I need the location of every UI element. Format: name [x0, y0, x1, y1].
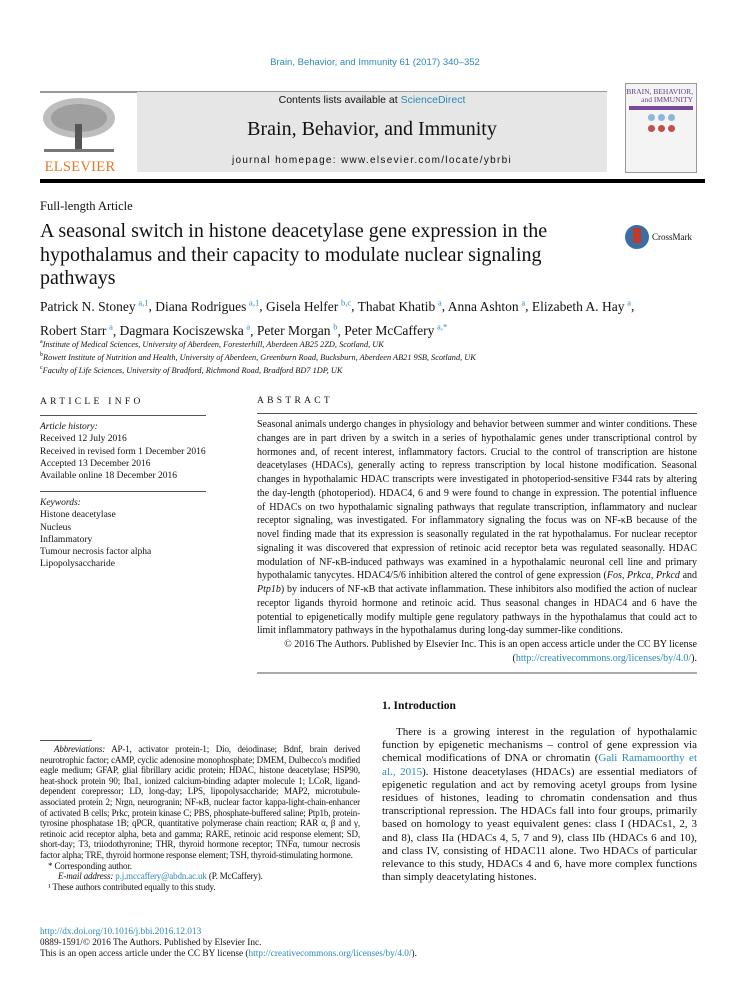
history-item: Available online 18 December 2016	[40, 471, 177, 482]
keyword: Lipopolysaccharide	[40, 559, 115, 570]
author[interactable]: Thabat Khatib $^a$	[357, 297, 442, 314]
email-line: E-mail address: p.j.mccaffery@abdn.ac.uk (P. McCaffery).	[58, 871, 263, 882]
doi-link[interactable]: http://dx.doi.org/10.1016/j.bbi.2016.12.013	[40, 927, 202, 937]
crossmark-icon	[625, 225, 649, 249]
abstract-heading: ABSTRACT	[257, 396, 334, 406]
divider	[257, 413, 697, 414]
author[interactable]: Patrick N. Stoney $^{a,1}$	[40, 297, 149, 314]
article-info	[40, 396, 206, 570]
keyword: Histone deacetylase	[40, 510, 116, 521]
article-type: Full-length Article	[40, 199, 133, 213]
author[interactable]: Peter Morgan $^b$	[256, 321, 338, 338]
elsevier-logo[interactable]	[40, 96, 120, 174]
author[interactable]: Dagmara Kociszewska $^a$	[119, 321, 251, 338]
sciencedirect-link[interactable]: ScienceDirect	[400, 94, 466, 106]
article-info-heading: ARTICLE INFO	[40, 397, 144, 407]
abstract-copyright: © 2016 The Authors. Published by Elsevier Inc. This is an open access article under the CC BY license (http://creativecommons.org/licenses/by/4.0/).	[284, 639, 697, 664]
reference-link[interactable]: Gali Ramamoorthy et al., 2015	[382, 752, 697, 778]
author[interactable]: Elizabeth A. Hay $^a$	[531, 297, 631, 314]
article-title: A seasonal switch in histone deacetylase gene expression in the hypothalamus and their capacity to modulate nuclear signaling pathways	[40, 220, 548, 289]
author[interactable]: Gisela Helfer $^{b,c}$	[265, 297, 352, 314]
crossmark-label: CrossMark	[652, 232, 692, 242]
cover-bar	[629, 106, 693, 110]
footer-license-link[interactable]: http://creativecommons.org/licenses/by/4.0/	[248, 949, 412, 960]
abstract	[257, 396, 697, 674]
keyword: Nucleus	[40, 522, 72, 533]
crossmark-badge[interactable]	[625, 225, 692, 249]
divider	[40, 415, 206, 416]
keyword: Inflammatory	[40, 534, 93, 545]
author[interactable]: Diana Rodrigues $^{a,1}$	[155, 297, 260, 314]
license-link[interactable]: http://creativecommons.org/licenses/by/4.0/	[515, 652, 692, 664]
corresponding-author: * Corresponding author.	[48, 860, 132, 871]
introduction-heading: 1. Introduction	[382, 700, 456, 712]
affiliations	[40, 337, 710, 376]
contents-line	[137, 94, 607, 106]
author[interactable]: Peter McCaffery $^{a,*}$	[344, 321, 448, 338]
affiliation: $^a$Institute of Medical Sciences, University of Aberdeen, Foresterhill, Aberdeen AB25 2ZD, Scotland, UK	[40, 339, 384, 349]
history-item: Received 12 July 2016	[40, 434, 127, 445]
author[interactable]: Robert Starr $^a$	[40, 321, 113, 338]
divider	[40, 491, 206, 492]
affiliation: $^b$Rowett Institute of Nutrition and Health, University of Aberdeen, Greenburn Road, Bucksburn, Aberdeen AB21 9SB, Scotland, UK	[40, 351, 476, 362]
license-line: This is an open access article under the CC BY license (http://creativecommons.org/licenses/by/4.0/).	[40, 949, 417, 960]
footnote-rule	[40, 740, 92, 741]
cover-figure	[626, 114, 696, 121]
email-link[interactable]: p.j.mccaffery@abdn.ac.uk	[115, 871, 207, 882]
equal-contribution: ¹ These authors contributed equally to this study.	[48, 881, 216, 892]
affiliation: $^c$Faculty of Life Sciences, University of Bradford, Richmond Road, Bradford BD7 1DP, UK	[40, 364, 343, 375]
introduction-text: There is a growing interest in the regulation of hypothalamic function by epigenetic mechanisms – control of gene expression via chemical modifications of DNA or chromatin (Gali Ramamoorthy et al., 2015). Histone deacetylases (HDACs) are essential mediators of epigenetic regulation and act by removing acetyl groups from lysine residues of histones, leading to chromatin condensation and thus transcriptional repression. The HDACs fall into four groups, primarily based on homology to yeast equivalent genes: class I (HDACs1, 2, 3 and 8), class IIa (HDACs 4, 5, 7 and 9), class IIb (HDACs 6 and 10), and class IV, consisting of HDAC11 alone. Two HDACs of particular relevance to this study, HDACs 4 and 6, have more complex functions than simply deacetylating histones.	[382, 726, 697, 884]
history-label: Article history:	[40, 422, 98, 433]
journal-citation[interactable]: Brain, Behavior, and Immunity 61 (2017) 340–352	[270, 57, 480, 68]
footnotes	[40, 740, 360, 892]
page-footer	[40, 927, 417, 961]
elsevier-tree-icon	[40, 96, 118, 154]
abbreviations: Abbreviations: AP-1, activator protein-1; Dio, deiodinase; Bdnf, brain derived neurotrophic factor; cAMP, cyclic adenosine monophosphate; DMEM, Dulbecco's modified eagle medium; GFAP, glial fibrillary acidic protein; HDAC, histone deacetylase; HSP90, heat-shock protein 90; Iba1, ionized calcium-binding adapter molecule 1; LCoR, ligand-dependent corepressor; LD, long-day; LPS, lipopolysaccharide; MAP2, microtubule-associated protein 2; Nrgn, neurogranin; NF-κB, nuclear factor kappa-light-chain-enhancer of activated B cells; Prkc, protein kinase C; PBS, phosphate-buffered saline; Ptp1b, protein-tyrosine phosphatase 1B; qPCR, quantitative polymerase chain reaction; RAR α, β and γ, retinoic acid receptor alpha, beta and gamma; RARE, retinoic acid response element; SD, short-day; T3, triiodothyronine; THR, thyroid hormone receptor; TNFα, tumour necrosis factor alpha; TRE, thyroid hormone response element; TSH, thyroid-stimulating hormone.	[40, 744, 360, 860]
journal-cover[interactable]	[625, 83, 697, 173]
issn-line: 0889-1591/© 2016 The Authors. Published by Elsevier Inc.	[40, 938, 262, 949]
author-list: Patrick N. Stoney $^{a,1}$, Diana Rodrigues $^{a,1}$, Gisela Helfer $^{b,c}$, Thabat Khatib $^a$, Anna Ashton $^a$, Elizabeth A. Hay $^a$, Robert Starr $^a$, Dagmara Kociszewska $^a$, Peter Morgan $^b$, Peter McCaffery $^{a,*}$	[40, 297, 635, 338]
introduction	[382, 700, 697, 884]
keyword: Tumour necrosis factor alpha	[40, 547, 152, 558]
author[interactable]: Anna Ashton $^a$	[447, 297, 526, 314]
elsevier-wordmark: ELSEVIER	[44, 159, 116, 175]
keywords-label: Keywords:	[40, 498, 81, 509]
journal-homepage[interactable]: journal homepage: www.elsevier.com/locate/ybrbi	[231, 155, 513, 166]
cover-figure-2	[626, 125, 696, 132]
abstract-end-rule	[257, 672, 697, 674]
contents-prefix: Contents lists available at	[278, 94, 401, 106]
abstract-text: Seasonal animals undergo changes in physiology and behavior between summer and winter conditions. These changes are in part driven by a switch in a series of hypothalamic genes under transcriptional control by hormones and, of recent interest, inflammatory factors. Crucial to the control of transcription are histone deacetylases (HDACs), generally acting to repress transcription by local histone modification. Seasonal changes in hypothalamic HDAC transcripts were investigated in photoperiod-sensitive F344 rats by altering the day-length (photoperiod). HDAC4, 6 and 9 were found to change in expression. The potential influence of HDACs on two hypothalamic signaling pathways that regulate transcription, inflammatory and nuclear receptor signaling, was investigated. For inflammatory signaling the focus was on NF-κB because of the novel finding made that its expression is seasonally regulated in the rat hypothalamus. For nuclear receptor signaling it was discovered that expression of retinoic acid receptor beta was regulated seasonally. HDAC modulation of NF-κB-induced pathways was examined in a hypothalamic neuronal cell line and primary hypothalamic tanycytes. HDAC4/5/6 inhibition altered the control of gene expression (Fos, Prkca, Prkcd and Ptp1b) by inducers of NF-κB that activate inflammation. These inhibitors also modified the action of nuclear receptor ligands thyroid hormone and retinoic acid. Thus seasonal changes in HDAC4 and 6 have the potential to epigenetically modify multiple gene regulatory pathways in the hypothalamus that could act to limit inflammatory pathways in the hypothalamus during long-day summer-like conditions.	[257, 419, 698, 637]
cover-title: BRAIN, BEHAVIOR, and IMMUNITY	[626, 87, 693, 104]
history-item: Received in revised form 1 December 2016	[40, 446, 206, 457]
journal-title: Brain, Behavior, and Immunity	[247, 118, 497, 140]
masthead-rule	[40, 179, 705, 183]
journal-banner	[137, 92, 607, 172]
history-item: Accepted 13 December 2016	[40, 458, 151, 469]
